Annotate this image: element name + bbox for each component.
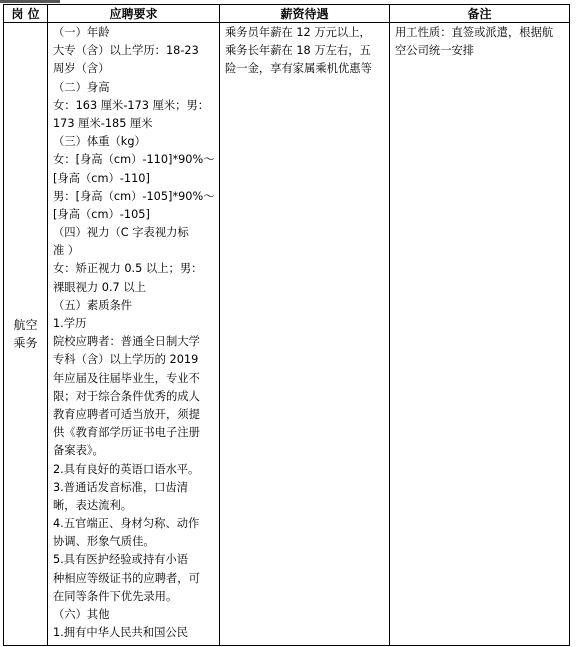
requirement-line: 协调、形象气质佳。 — [53, 535, 155, 549]
table-header-row — [4, 5, 570, 23]
requirement-line: 女：163 厘米-173 厘米；男： — [53, 98, 210, 112]
requirement-line: （一）年龄 — [53, 26, 110, 39]
requirement-line: 在同等条件下优先录用。 — [53, 589, 178, 603]
requirement-line: 大专（含）以上学历：18-23 — [53, 44, 199, 58]
position-line: 航空 — [13, 317, 38, 332]
requirement-line: 女：[身高（cm）-110]*90%～ — [53, 153, 215, 167]
requirement-line: （四）视力（C 字表视力标 — [53, 226, 189, 240]
requirement-line: 173 厘米-185 厘米 — [53, 116, 153, 130]
requirement-line: 裸眼视力 0.7 以上 — [53, 280, 146, 294]
requirement-line: 院校应聘者：普通全日制大学 — [53, 335, 200, 349]
table-row — [4, 23, 570, 646]
requirement-line: 1.拥有中华人民共和国公民 — [53, 626, 189, 640]
salary-line: 险一金，享有家属乘机优惠等 — [225, 62, 372, 76]
requirement-line: 3.普通话发音标准，口齿清 — [53, 480, 189, 494]
position-cell — [4, 23, 48, 646]
requirement-line: 2.具有良好的英语口语水平。 — [53, 462, 200, 476]
requirement-line: 晰，表达流利。 — [53, 498, 133, 512]
header-position: 岗 位 — [4, 5, 48, 23]
requirement-line: 4.五官端正、身材匀称、动作 — [53, 517, 200, 531]
requirement-line: 女：矫正视力 0.5 以上；男： — [53, 262, 203, 276]
salary-line: 乘务长年薪在 18 万左右，五 — [225, 44, 371, 58]
note-line: 空公司统一安排 — [395, 44, 475, 58]
requirement-line: [身高（cm）-105] — [53, 207, 150, 221]
requirement-line: 供《教育部学历证书电子注册 — [53, 426, 200, 440]
note-line: 用工性质：直签或派遣，根据航 — [395, 26, 554, 39]
recruitment-table — [3, 4, 570, 646]
position-text — [4, 316, 47, 352]
position-line: 乘务 — [13, 336, 38, 350]
requirement-line: 5.具有医护经验或持有小语 — [53, 553, 189, 567]
header-salary: 薪资待遇 — [220, 5, 390, 23]
requirement-line: [身高（cm）-110] — [53, 171, 150, 185]
salary-line: 乘务员年薪在 12 万元以上， — [225, 26, 371, 39]
requirement-line: 备案表》。 — [53, 444, 104, 458]
notes-cell — [390, 23, 570, 646]
salary-text — [220, 23, 389, 79]
requirement-line: 准 ） — [53, 244, 80, 258]
requirement-line: 专科（含）以上学历的 2019 — [53, 353, 199, 367]
requirement-line: 年应届及往届毕业生，专业不 — [53, 371, 200, 385]
requirement-line: 限；对于综合条件优秀的成人 — [53, 389, 200, 403]
requirement-line: 教育应聘者可适当放开，须提 — [53, 407, 200, 421]
requirement-line: （二）身高 — [53, 80, 110, 94]
requirement-line: 种相应等级证书的应聘者，可 — [53, 571, 200, 585]
header-notes: 备注 — [390, 5, 570, 23]
requirement-line: 周岁（含） — [53, 62, 110, 76]
notes-text — [390, 23, 569, 60]
requirement-line: （六）其他 — [53, 608, 110, 621]
requirement-line: （三）体重（kg） — [53, 135, 146, 149]
header-requirements: 应聘要求 — [48, 5, 220, 23]
requirement-line: （五）素质条件 — [53, 298, 133, 312]
requirements-cell — [48, 23, 220, 646]
requirements-text — [48, 23, 219, 642]
salary-cell — [220, 23, 390, 646]
requirement-line: 1.学历 — [53, 317, 87, 330]
requirement-line: 男：[身高（cm）-105]*90%～ — [53, 189, 215, 203]
